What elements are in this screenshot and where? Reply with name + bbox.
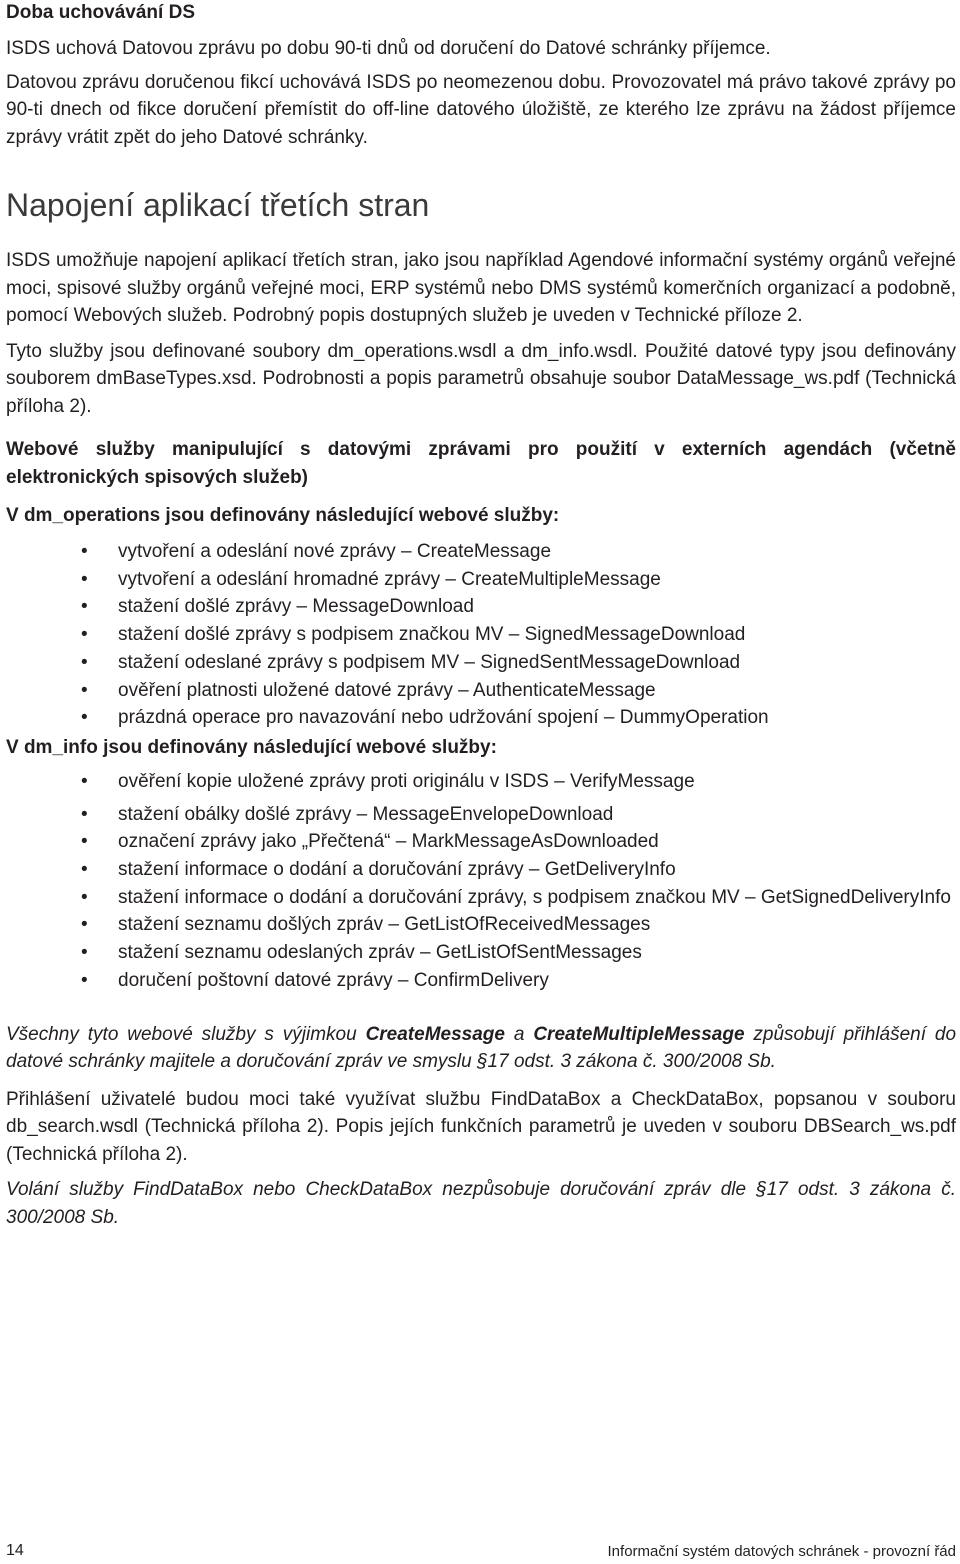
list-item-text: stažení informace o dodání a doručování zprávy, s podpisem značkou MV – GetSignedDeliveryInfo xyxy=(118,886,951,908)
list-item-text: stažení obálky došlé zprávy – MessageEnvelopeDownload xyxy=(118,803,614,825)
list-item xyxy=(6,856,956,884)
list-item xyxy=(6,593,956,621)
footer-document-title: Informační systém datových schránek - provozní řád xyxy=(607,1543,956,1560)
list-item xyxy=(6,566,956,594)
dm-operations-list xyxy=(6,538,956,732)
list-item-text: stažení seznamu došlých zpráv – GetListOfReceivedMessages xyxy=(118,914,651,936)
bullet-icon: • xyxy=(81,914,88,936)
list-item-text: stažení došlé zprávy – MessageDownload xyxy=(118,596,474,618)
note-text: Všechny tyto webové služby s výjimkou xyxy=(6,1023,366,1045)
note-finddatabox-call: Volání služby FindDataBox nebo CheckDataBox nezpůsobuje doručování zpráv dle §17 odst. 3 zákona č. 300/2008 Sb. xyxy=(6,1179,956,1228)
list-item xyxy=(6,939,956,967)
page-number: 14 xyxy=(6,1542,24,1559)
list-item xyxy=(6,768,956,796)
list-item xyxy=(6,911,956,939)
list-item-text: stažení došlé zprávy s podpisem značkou MV – SignedMessageDownload xyxy=(118,624,746,646)
third-party-paragraph-1: ISDS umožňuje napojení aplikací třetích stran, jako jsou například Agendové informační systémy orgánů veřejné moci, spisové služby orgánů veřejné moci, ERP systémů nebo DMS systémů komerčních organizací a podobně, pomocí Webových služeb. Podrobný popis dostupných služeb je uveden v Technické příloze 2. xyxy=(6,250,956,326)
list-item-text: vytvoření a odeslání hromadné zprávy – CreateMultipleMessage xyxy=(118,568,661,590)
storage-heading: Doba uchovávání DS xyxy=(6,2,195,23)
list-item-text: vytvoření a odeslání nové zprávy – CreateMessage xyxy=(118,541,552,562)
list-item-text: stažení seznamu odeslaných zpráv – GetListOfSentMessages xyxy=(118,942,642,964)
list-item xyxy=(6,828,956,856)
bullet-icon: • xyxy=(81,770,88,792)
note-bold-createmultiplemessage: CreateMultipleMessage xyxy=(533,1023,745,1045)
list-item xyxy=(6,538,956,566)
list-item xyxy=(6,649,956,677)
list-item xyxy=(6,621,956,649)
bullet-icon: • xyxy=(81,651,88,673)
list-item-text: stažení informace o dodání a doručování zprávy – GetDeliveryInfo xyxy=(118,859,676,881)
note-bold-createmessage: CreateMessage xyxy=(365,1023,505,1045)
list-item xyxy=(6,967,956,995)
list-item-text: ověření kopie uložené zprávy proti originálu v ISDS – VerifyMessage xyxy=(118,770,695,792)
bullet-icon: • xyxy=(81,886,88,908)
bullet-icon: • xyxy=(81,803,88,825)
list-item-text: označení zprávy jako „Přečtená“ – MarkMessageAsDownloaded xyxy=(118,831,659,853)
list-item xyxy=(6,704,956,732)
bullet-icon: • xyxy=(81,541,88,562)
list-item xyxy=(6,801,956,829)
list-item-text: ověření platnosti uložené datové zprávy – AuthenticateMessage xyxy=(118,679,656,701)
document-page xyxy=(6,0,956,1231)
third-party-heading: Napojení aplikací třetích stran xyxy=(6,187,430,223)
list-item-text: doručení poštovní datové zprávy – ConfirmDelivery xyxy=(118,969,549,991)
dm-info-list xyxy=(6,768,956,995)
third-party-paragraph-2: Tyto služby jsou definované soubory dm_operations.wsdl a dm_info.wsdl. Použité datové typy jsou definovány souborem dmBaseTypes.xsd. Podrobnosti a popis parametrů obsahuje soubor DataMessage_ws.pdf (Technická příloha 2). xyxy=(6,340,956,417)
webservices-heading: Webové služby manipulující s datovými zprávami pro použití v externích agendách (včetně elektronických spisových služeb) xyxy=(6,439,956,488)
bullet-icon: • xyxy=(81,707,88,729)
storage-paragraph-2: Datovou zprávu doručenou fikcí uchovává ISDS po neomezenou dobu. Provozovatel má právo takové zprávy po 90-ti dnech od fikce doručení přemístit do off-line datového úložiště, ze kterého lze zprávu na žádost příjemce zprávy vrátit zpět do jeho Datové schránky. xyxy=(6,71,956,148)
bullet-icon: • xyxy=(81,831,88,853)
note-login-effect xyxy=(6,1021,956,1076)
dm-operations-heading: V dm_operations jsou definovány následující webové služby: xyxy=(6,505,560,526)
note-text: a xyxy=(504,1023,534,1045)
bullet-icon: • xyxy=(81,624,88,646)
dm-info-heading: V dm_info jsou definovány následující webové služby: xyxy=(6,736,497,758)
bullet-icon: • xyxy=(81,596,88,618)
list-item-text: prázdná operace pro navazování nebo udržování spojení – DummyOperation xyxy=(118,707,769,729)
bullet-icon: • xyxy=(81,942,88,964)
bullet-icon: • xyxy=(81,568,88,590)
list-item xyxy=(6,677,956,705)
bullet-icon: • xyxy=(81,679,88,701)
bullet-icon: • xyxy=(81,859,88,881)
bullet-icon: • xyxy=(81,969,88,991)
list-item xyxy=(6,884,956,912)
storage-paragraph-1: ISDS uchová Datovou zprávu po dobu 90-ti dnů od doručení do Datové schránky příjemce. xyxy=(6,38,771,59)
note-logged-users: Přihlášení uživatelé budou moci také využívat službu FindDataBox a CheckDataBox, popsanou v souboru db_search.wsdl (Technická příloha 2). Popis jejích funkčních parametrů je uveden v souboru DBSearch_ws.pdf (Technická příloha 2). xyxy=(6,1088,956,1165)
note-text: způsobují přihlášení do datové schránky majitele a doručování zpráv ve smyslu §17 odst. 3 zákona č. 300/2008 Sb. xyxy=(6,1023,957,1073)
list-item-text: stažení odeslané zprávy s podpisem MV – SignedSentMessageDownload xyxy=(118,651,741,673)
